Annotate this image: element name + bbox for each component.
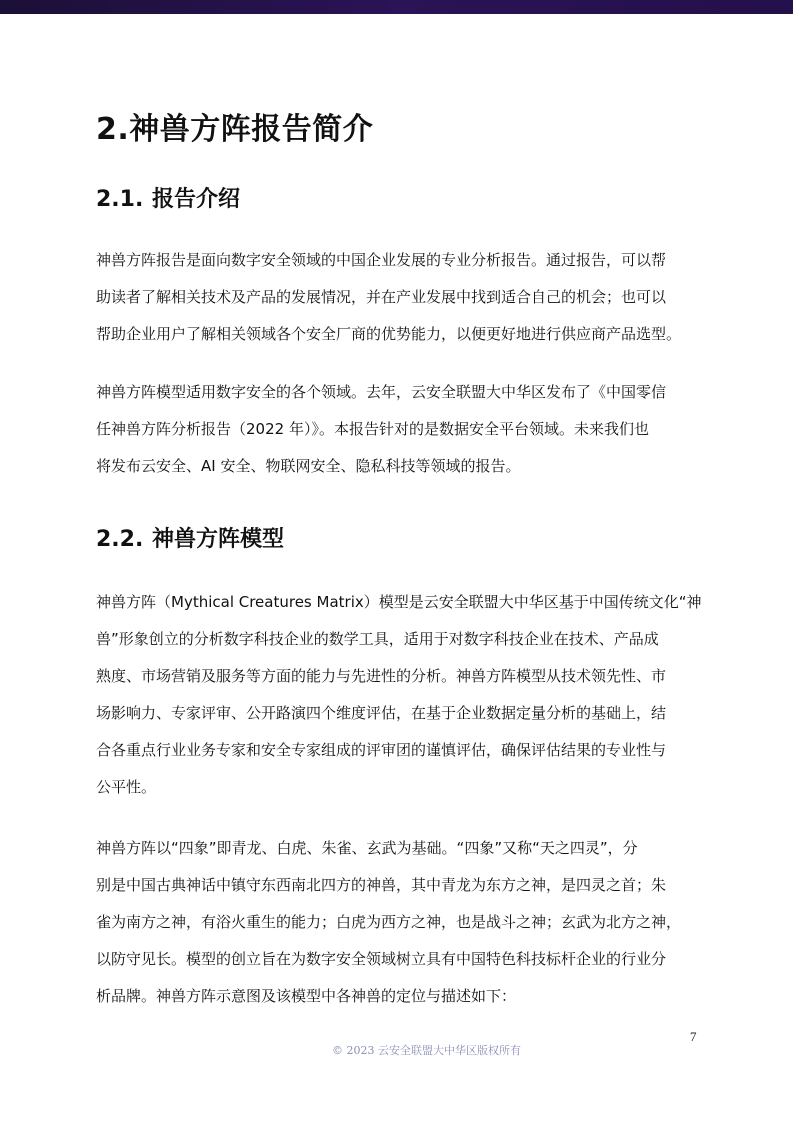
text-line: 帮助企业用户了解相关领域各个安全厂商的优势能力，以便更好地进行供应商产品选型。	[96, 325, 682, 343]
paragraph-report-purpose	[96, 242, 716, 353]
text-line: 任神兽方阵分析报告（2022 年）》。本报告针对的是数据安全平台领域。未来我们也	[96, 420, 649, 438]
text-line: 兽”形象创立的分析数字科技企业的数学工具，适用于对数字科技企业在技术、产品成	[96, 630, 659, 648]
text-line: 将发布云安全、AI 安全、物联网安全、隐私科技等领域的报告。	[96, 457, 521, 475]
page-number: 7	[690, 1029, 697, 1044]
subsection-heading-report-intro	[96, 182, 240, 213]
section-title: 2.神兽方阵报告简介	[96, 112, 374, 147]
text-line: 神兽方阵报告是面向数字安全领域的中国企业发展的专业分析报告。通过报告，可以帮	[96, 251, 667, 269]
text-line: 以防守见长。模型的创立旨在为数字安全领域树立具有中国特色科技标杆企业的行业分	[96, 950, 667, 968]
paragraph-report-scope	[96, 374, 716, 485]
paragraph-model-definition	[96, 584, 716, 806]
text-line: 神兽方阵（Mythical Creatures Matrix）模型是云安全联盟大中华区基于中国传统文化“神	[96, 593, 702, 611]
text-line: 公平性。	[96, 778, 157, 796]
subsection-title: 报告介绍	[152, 187, 241, 212]
subsection-number: 2.1.	[96, 187, 144, 212]
text-line: 神兽方阵模型适用数字安全的各个领域。去年，云安全联盟大中华区发布了《中国零信	[96, 383, 667, 401]
text-line: 合各重点行业业务专家和安全专家组成的评审团的谨慎评估，确保评估结果的专业性与	[96, 741, 667, 759]
header-bar	[0, 0, 793, 14]
subsection-number: 2.2.	[96, 527, 144, 552]
text-line: 场影响力、专家评审、公开路演四个维度评估，在基于企业数据定量分析的基础上，结	[96, 704, 667, 722]
text-line: 析品牌。神兽方阵示意图及该模型中各神兽的定位与描述如下：	[96, 987, 517, 1005]
subsection-heading-matrix-model	[96, 522, 284, 553]
subsection-title: 神兽方阵模型	[152, 527, 285, 552]
text-line: 别是中国古典神话中镇守东西南北四方的神兽，其中青龙为东方之神，是四灵之首；朱	[96, 876, 667, 894]
copyright-footer: © 2023 云安全联盟大中华区版权所有	[332, 1044, 521, 1057]
text-line: 熟度、市场营销及服务等方面的能力与先进性的分析。神兽方阵模型从技术领先性、市	[96, 667, 667, 685]
text-line: 雀为南方之神，有浴火重生的能力；白虎为西方之神，也是战斗之神；玄武为北方之神，	[96, 913, 682, 931]
text-line: 神兽方阵以“四象”即青龙、白虎、朱雀、玄武为基础。“四象”又称“天之四灵”，分	[96, 839, 638, 857]
text-line: 助读者了解相关技术及产品的发展情况，并在产业发展中找到适合自己的机会；也可以	[96, 288, 667, 306]
paragraph-four-symbols	[96, 830, 716, 1015]
